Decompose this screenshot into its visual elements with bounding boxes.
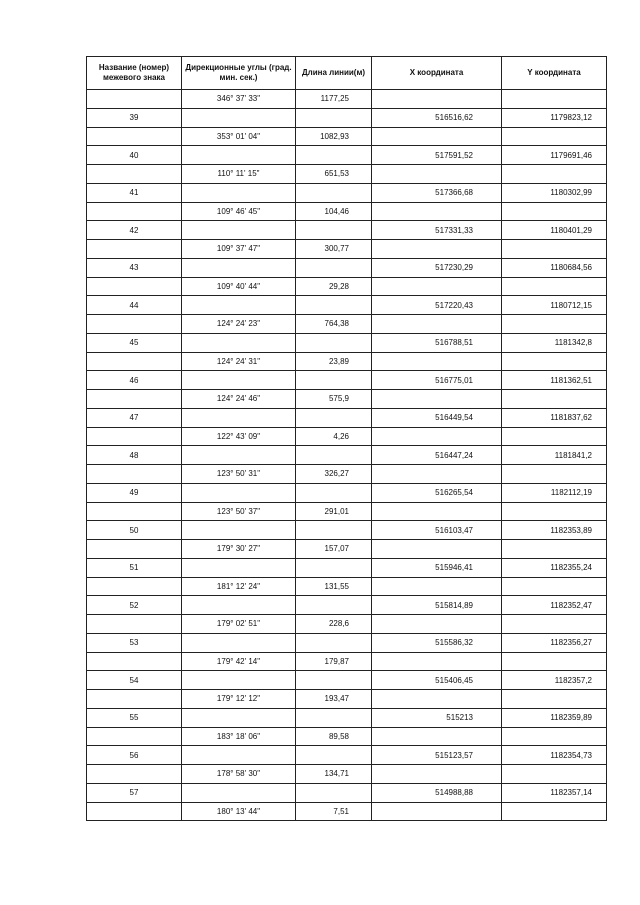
header-y-coordinate: Y координата — [502, 57, 607, 90]
table-row — [87, 408, 607, 427]
direction-angle-cell: 122° 43' 09" — [182, 427, 296, 446]
empty-cell — [87, 652, 182, 671]
table-row — [87, 258, 607, 277]
table-row — [87, 765, 607, 784]
x-coordinate-cell: 517366,68 — [372, 183, 502, 202]
point-name-cell: 45 — [87, 333, 182, 352]
empty-cell — [87, 127, 182, 146]
empty-cell — [182, 671, 296, 690]
y-coordinate-cell: 1182355,24 — [502, 558, 607, 577]
direction-angle-cell: 124° 24' 23" — [182, 315, 296, 334]
empty-cell — [296, 596, 372, 615]
direction-angle-cell: 110° 11' 15" — [182, 165, 296, 184]
table-row — [87, 90, 607, 109]
direction-angle-cell: 123° 50' 31" — [182, 465, 296, 484]
direction-angle-cell: 123° 50' 37" — [182, 502, 296, 521]
empty-cell — [182, 333, 296, 352]
line-length-cell: 764,38 — [296, 315, 372, 334]
empty-cell — [296, 333, 372, 352]
line-length-cell: 300,77 — [296, 240, 372, 259]
table-row — [87, 690, 607, 709]
y-coordinate-cell: 1180401,29 — [502, 221, 607, 240]
point-name-cell: 56 — [87, 746, 182, 765]
empty-cell — [502, 540, 607, 559]
empty-cell — [372, 652, 502, 671]
empty-cell — [87, 427, 182, 446]
empty-cell — [502, 202, 607, 221]
direction-angle-cell: 178° 58' 30" — [182, 765, 296, 784]
table-row — [87, 671, 607, 690]
x-coordinate-cell: 515123,57 — [372, 746, 502, 765]
empty-cell — [502, 652, 607, 671]
empty-cell — [372, 315, 502, 334]
empty-cell — [87, 615, 182, 634]
point-name-cell: 40 — [87, 146, 182, 165]
point-name-cell: 46 — [87, 371, 182, 390]
empty-cell — [296, 558, 372, 577]
point-name-cell: 42 — [87, 221, 182, 240]
table-row — [87, 371, 607, 390]
table-row — [87, 277, 607, 296]
point-name-cell: 57 — [87, 783, 182, 802]
empty-cell — [502, 277, 607, 296]
point-name-cell: 50 — [87, 521, 182, 540]
empty-cell — [372, 127, 502, 146]
table-row — [87, 390, 607, 409]
y-coordinate-cell: 1179691,46 — [502, 146, 607, 165]
empty-cell — [372, 240, 502, 259]
table-row — [87, 296, 607, 315]
line-length-cell: 326,27 — [296, 465, 372, 484]
empty-cell — [372, 540, 502, 559]
table-row — [87, 221, 607, 240]
empty-cell — [372, 577, 502, 596]
empty-cell — [502, 615, 607, 634]
table-row — [87, 146, 607, 165]
empty-cell — [372, 427, 502, 446]
empty-cell — [502, 690, 607, 709]
direction-angle-cell: 179° 42' 14" — [182, 652, 296, 671]
empty-cell — [372, 277, 502, 296]
empty-cell — [182, 633, 296, 652]
line-length-cell: 23,89 — [296, 352, 372, 371]
empty-cell — [372, 202, 502, 221]
table-row — [87, 333, 607, 352]
y-coordinate-cell: 1182112,19 — [502, 483, 607, 502]
line-length-cell: 131,55 — [296, 577, 372, 596]
point-name-cell: 52 — [87, 596, 182, 615]
empty-cell — [502, 240, 607, 259]
table-row — [87, 465, 607, 484]
empty-cell — [87, 765, 182, 784]
x-coordinate-cell: 515213 — [372, 708, 502, 727]
header-x-coordinate: X координата — [372, 57, 502, 90]
empty-cell — [87, 202, 182, 221]
empty-cell — [296, 183, 372, 202]
empty-cell — [182, 183, 296, 202]
y-coordinate-cell: 1180684,56 — [502, 258, 607, 277]
empty-cell — [182, 408, 296, 427]
point-name-cell: 43 — [87, 258, 182, 277]
table-row — [87, 446, 607, 465]
table-row — [87, 483, 607, 502]
y-coordinate-cell: 1179823,12 — [502, 108, 607, 127]
direction-angle-cell: 179° 02' 51" — [182, 615, 296, 634]
table-row — [87, 352, 607, 371]
empty-cell — [87, 315, 182, 334]
empty-cell — [87, 577, 182, 596]
x-coordinate-cell: 517220,43 — [372, 296, 502, 315]
table-row — [87, 540, 607, 559]
empty-cell — [502, 165, 607, 184]
empty-cell — [296, 371, 372, 390]
empty-cell — [372, 165, 502, 184]
empty-cell — [372, 465, 502, 484]
empty-cell — [296, 671, 372, 690]
empty-cell — [296, 783, 372, 802]
table-row — [87, 427, 607, 446]
line-length-cell: 29,28 — [296, 277, 372, 296]
direction-angle-cell: 109° 37' 47" — [182, 240, 296, 259]
empty-cell — [372, 90, 502, 109]
empty-cell — [296, 296, 372, 315]
line-length-cell: 157,07 — [296, 540, 372, 559]
empty-cell — [182, 483, 296, 502]
empty-cell — [182, 296, 296, 315]
direction-angle-cell: 109° 40' 44" — [182, 277, 296, 296]
line-length-cell: 291,01 — [296, 502, 372, 521]
x-coordinate-cell: 516449,54 — [372, 408, 502, 427]
x-coordinate-cell: 517331,33 — [372, 221, 502, 240]
empty-cell — [87, 390, 182, 409]
empty-cell — [296, 483, 372, 502]
point-name-cell: 49 — [87, 483, 182, 502]
y-coordinate-cell: 1181342,8 — [502, 333, 607, 352]
x-coordinate-cell: 516103,47 — [372, 521, 502, 540]
empty-cell — [182, 446, 296, 465]
line-length-cell: 228,6 — [296, 615, 372, 634]
table-header-row — [87, 57, 607, 90]
empty-cell — [182, 708, 296, 727]
y-coordinate-cell: 1180712,15 — [502, 296, 607, 315]
table-row — [87, 502, 607, 521]
y-coordinate-cell: 1182353,89 — [502, 521, 607, 540]
empty-cell — [87, 277, 182, 296]
empty-cell — [296, 446, 372, 465]
empty-cell — [182, 783, 296, 802]
boundary-coordinates-table — [86, 56, 607, 821]
table-row — [87, 708, 607, 727]
x-coordinate-cell: 515586,32 — [372, 633, 502, 652]
empty-cell — [87, 802, 182, 821]
table-row — [87, 202, 607, 221]
empty-cell — [296, 146, 372, 165]
line-length-cell: 651,53 — [296, 165, 372, 184]
empty-cell — [182, 258, 296, 277]
empty-cell — [502, 577, 607, 596]
empty-cell — [87, 502, 182, 521]
point-name-cell: 53 — [87, 633, 182, 652]
table-body — [87, 90, 607, 821]
x-coordinate-cell: 514988,88 — [372, 783, 502, 802]
y-coordinate-cell: 1182354,73 — [502, 746, 607, 765]
empty-cell — [87, 90, 182, 109]
empty-cell — [372, 802, 502, 821]
empty-cell — [372, 390, 502, 409]
empty-cell — [296, 108, 372, 127]
empty-cell — [296, 633, 372, 652]
point-name-cell: 51 — [87, 558, 182, 577]
x-coordinate-cell: 517230,29 — [372, 258, 502, 277]
empty-cell — [372, 765, 502, 784]
empty-cell — [87, 540, 182, 559]
x-coordinate-cell: 515946,41 — [372, 558, 502, 577]
point-name-cell: 41 — [87, 183, 182, 202]
empty-cell — [87, 727, 182, 746]
x-coordinate-cell: 517591,52 — [372, 146, 502, 165]
empty-cell — [296, 408, 372, 427]
x-coordinate-cell: 516516,62 — [372, 108, 502, 127]
table-row — [87, 240, 607, 259]
x-coordinate-cell: 516775,01 — [372, 371, 502, 390]
direction-angle-cell: 179° 30' 27" — [182, 540, 296, 559]
direction-angle-cell: 353° 01' 04" — [182, 127, 296, 146]
empty-cell — [502, 427, 607, 446]
empty-cell — [296, 258, 372, 277]
table-row — [87, 108, 607, 127]
point-name-cell: 44 — [87, 296, 182, 315]
line-length-cell: 179,87 — [296, 652, 372, 671]
table-row — [87, 183, 607, 202]
x-coordinate-cell: 515814,89 — [372, 596, 502, 615]
line-length-cell: 1177,25 — [296, 90, 372, 109]
empty-cell — [87, 465, 182, 484]
empty-cell — [502, 90, 607, 109]
empty-cell — [182, 521, 296, 540]
direction-angle-cell: 183° 18' 06" — [182, 727, 296, 746]
y-coordinate-cell: 1182357,14 — [502, 783, 607, 802]
point-name-cell: 54 — [87, 671, 182, 690]
table-row — [87, 802, 607, 821]
y-coordinate-cell: 1182359,89 — [502, 708, 607, 727]
empty-cell — [182, 558, 296, 577]
x-coordinate-cell: 516788,51 — [372, 333, 502, 352]
table-row — [87, 783, 607, 802]
empty-cell — [87, 352, 182, 371]
direction-angle-cell: 181° 12' 24" — [182, 577, 296, 596]
empty-cell — [502, 765, 607, 784]
line-length-cell: 89,58 — [296, 727, 372, 746]
empty-cell — [502, 502, 607, 521]
line-length-cell: 134,71 — [296, 765, 372, 784]
line-length-cell: 1082,93 — [296, 127, 372, 146]
empty-cell — [372, 502, 502, 521]
direction-angle-cell: 180° 13' 44" — [182, 802, 296, 821]
line-length-cell: 193,47 — [296, 690, 372, 709]
line-length-cell: 7,51 — [296, 802, 372, 821]
y-coordinate-cell: 1182352,47 — [502, 596, 607, 615]
header-line-length: Длина линии(м) — [296, 57, 372, 90]
direction-angle-cell: 124° 24' 46" — [182, 390, 296, 409]
empty-cell — [372, 690, 502, 709]
empty-cell — [182, 146, 296, 165]
empty-cell — [502, 352, 607, 371]
x-coordinate-cell: 516265,54 — [372, 483, 502, 502]
table-row — [87, 165, 607, 184]
empty-cell — [372, 615, 502, 634]
table-row — [87, 577, 607, 596]
empty-cell — [296, 746, 372, 765]
table-row — [87, 127, 607, 146]
empty-cell — [87, 690, 182, 709]
line-length-cell: 104,46 — [296, 202, 372, 221]
header-direction-angle: Дирекционные углы (град. мин. сек.) — [182, 57, 296, 90]
table-row — [87, 596, 607, 615]
empty-cell — [502, 315, 607, 334]
y-coordinate-cell: 1180302,99 — [502, 183, 607, 202]
x-coordinate-cell: 516447,24 — [372, 446, 502, 465]
direction-angle-cell: 346° 37' 33" — [182, 90, 296, 109]
empty-cell — [87, 240, 182, 259]
y-coordinate-cell: 1181837,62 — [502, 408, 607, 427]
empty-cell — [87, 165, 182, 184]
empty-cell — [182, 746, 296, 765]
empty-cell — [182, 371, 296, 390]
table-row — [87, 615, 607, 634]
point-name-cell: 48 — [87, 446, 182, 465]
y-coordinate-cell: 1182357,2 — [502, 671, 607, 690]
table-row — [87, 633, 607, 652]
table-row — [87, 315, 607, 334]
x-coordinate-cell: 515406,45 — [372, 671, 502, 690]
empty-cell — [182, 221, 296, 240]
table-row — [87, 727, 607, 746]
line-length-cell: 575,9 — [296, 390, 372, 409]
empty-cell — [502, 465, 607, 484]
header-point-name: Название (номер) межевого знака — [87, 57, 182, 90]
empty-cell — [372, 352, 502, 371]
empty-cell — [502, 802, 607, 821]
y-coordinate-cell: 1181362,51 — [502, 371, 607, 390]
direction-angle-cell: 109° 46' 45" — [182, 202, 296, 221]
empty-cell — [182, 596, 296, 615]
table-row — [87, 558, 607, 577]
point-name-cell: 39 — [87, 108, 182, 127]
table-row — [87, 746, 607, 765]
empty-cell — [296, 221, 372, 240]
empty-cell — [182, 108, 296, 127]
table-row — [87, 521, 607, 540]
empty-cell — [502, 727, 607, 746]
y-coordinate-cell: 1182356,27 — [502, 633, 607, 652]
point-name-cell: 47 — [87, 408, 182, 427]
point-name-cell: 55 — [87, 708, 182, 727]
y-coordinate-cell: 1181841,2 — [502, 446, 607, 465]
table-row — [87, 652, 607, 671]
line-length-cell: 4,26 — [296, 427, 372, 446]
empty-cell — [502, 127, 607, 146]
empty-cell — [372, 727, 502, 746]
direction-angle-cell: 179° 12' 12" — [182, 690, 296, 709]
direction-angle-cell: 124° 24' 31" — [182, 352, 296, 371]
empty-cell — [502, 390, 607, 409]
empty-cell — [296, 708, 372, 727]
empty-cell — [296, 521, 372, 540]
